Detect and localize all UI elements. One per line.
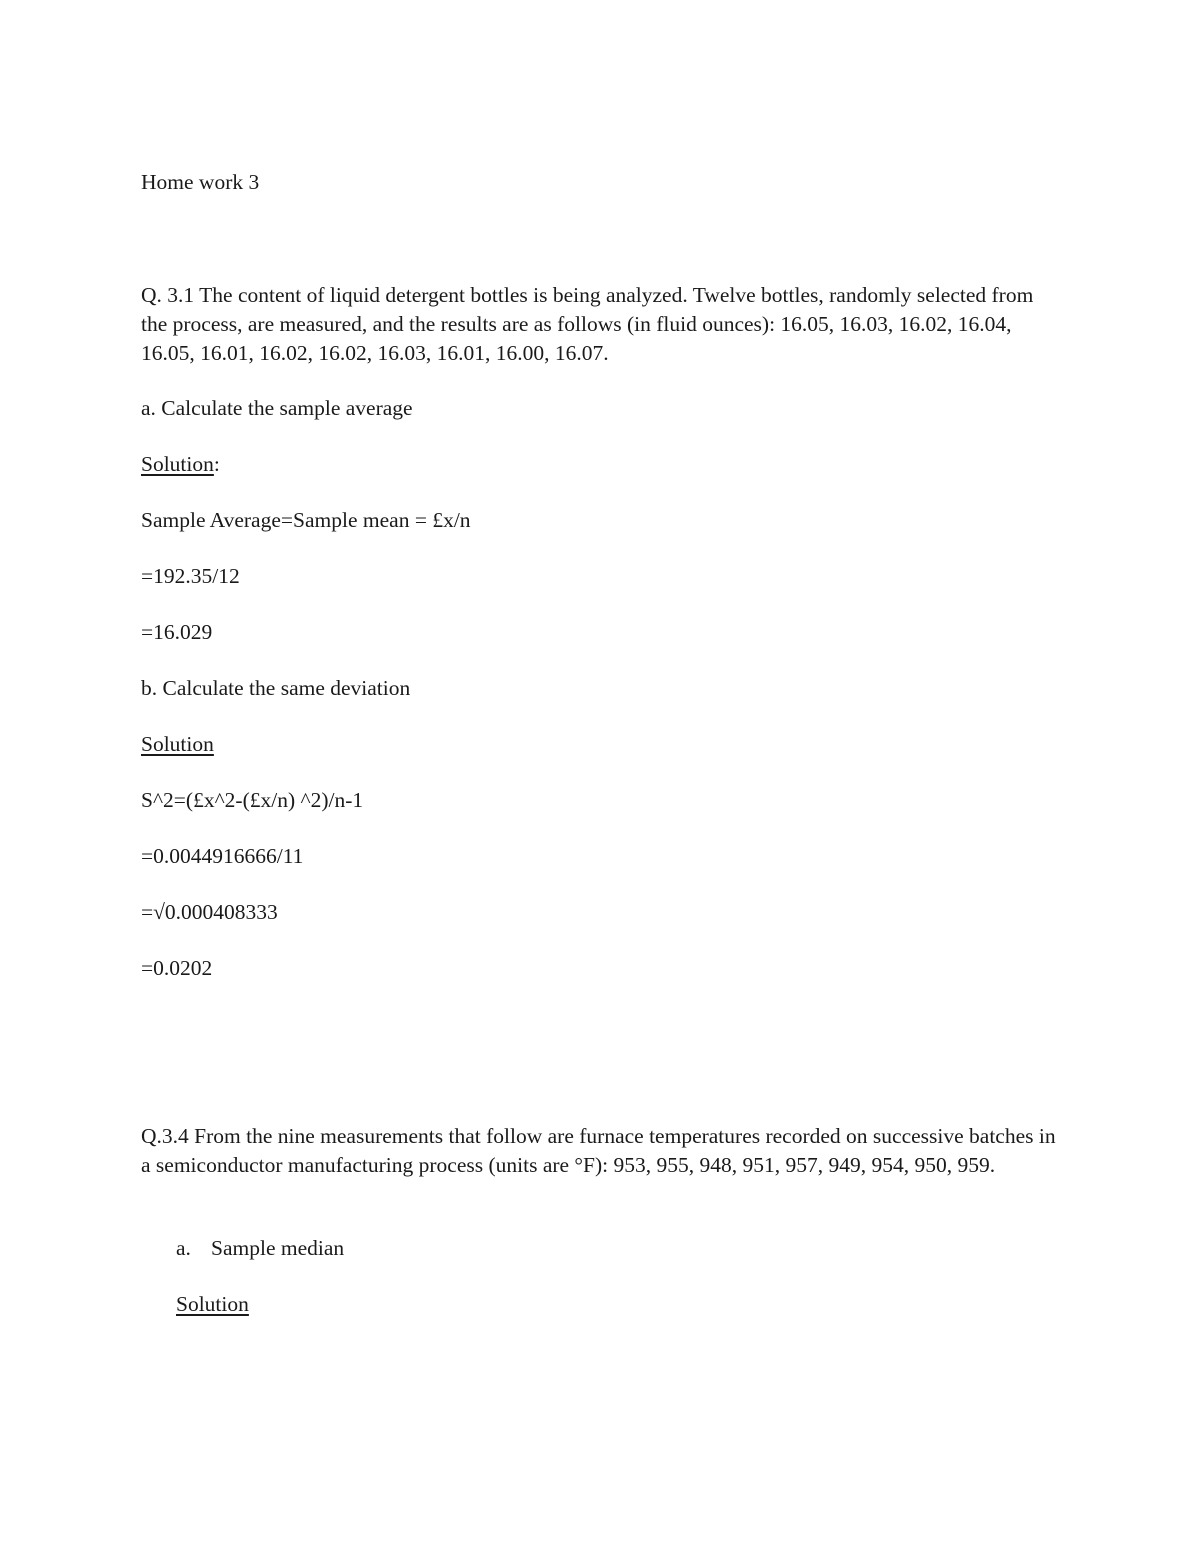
part-a-solution-heading xyxy=(141,450,220,479)
q34-part-a-solution-label: Solution xyxy=(176,1292,249,1316)
part-b-solution-heading xyxy=(141,730,214,759)
q34-part-a-marker: a. xyxy=(176,1236,191,1260)
part-a-step-3: =16.029 xyxy=(141,620,213,644)
part-a-prompt: a. Calculate the sample average xyxy=(141,396,413,420)
q34-part-a-prompt xyxy=(176,1234,344,1263)
part-b-step-1: S^2=(£x^2-(£x/n) ^2)/n-1 xyxy=(141,788,364,812)
part-b-step-3: =√0.000408333 xyxy=(141,900,278,924)
part-a-step-1: Sample Average=Sample mean = £x/n xyxy=(141,508,471,532)
question-3-4-text: Q.3.4 From the nine measurements that follow are furnace temperatures recorded on successive batches in a semiconductor manufacturing process (units are °F): 953, 955, 948, 951, 957, 949, 954, 950, 959. xyxy=(141,1124,1056,1177)
part-b-solution-label: Solution xyxy=(141,732,214,756)
q34-part-a-solution-heading xyxy=(176,1290,249,1319)
part-b-step-4: =0.0202 xyxy=(141,956,213,980)
part-a-step-2: =192.35/12 xyxy=(141,564,240,588)
part-a-solution-label: Solution xyxy=(141,452,214,476)
q34-part-a-prompt-text: Sample median xyxy=(211,1236,345,1260)
document-title: Home work 3 xyxy=(141,170,260,194)
part-b-prompt: b. Calculate the same deviation xyxy=(141,676,411,700)
question-3-1-text: Q. 3.1 The content of liquid detergent bottles is being analyzed. Twelve bottles, randomly selected from the process, are measured, and the results are as follows (in fluid ounces): 16.05, 16.03, 16.02, 16.04, 16.05, 16.01, 16.02, 16.02, 16.03, 16.01, 16.00, 16.07. xyxy=(141,283,1034,365)
part-a-solution-colon: : xyxy=(213,452,220,476)
part-b-step-2: =0.0044916666/11 xyxy=(141,844,304,868)
